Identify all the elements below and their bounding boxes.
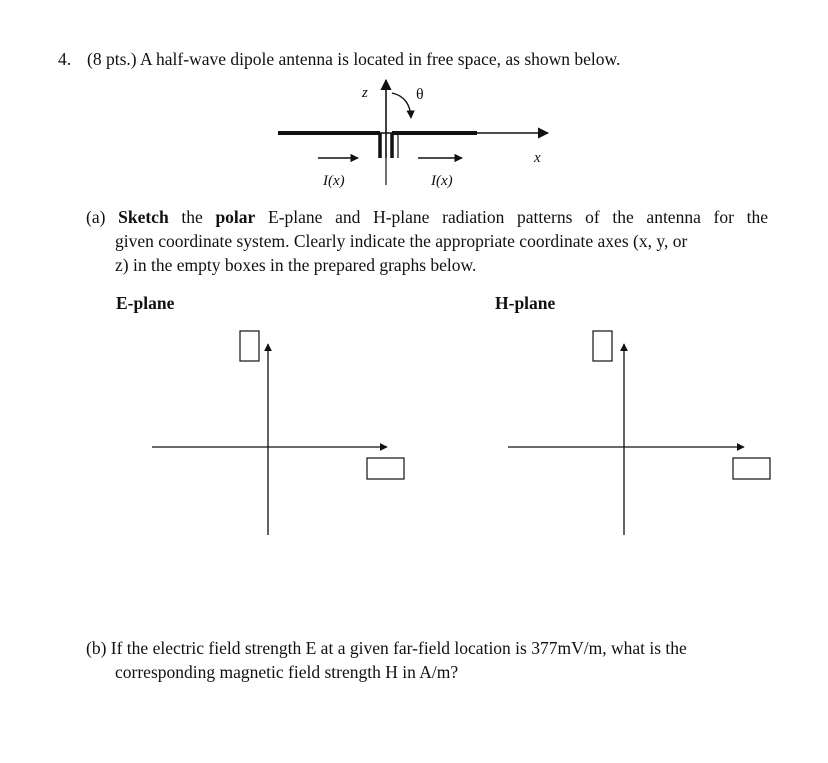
theta-label: θ [416, 86, 424, 103]
part-a-text-1: the [168, 207, 216, 227]
question-header: (8 pts.) A half-wave dipole antenna is located in free space, as shown below. [87, 49, 621, 69]
part-a-bold-sketch: Sketch [118, 207, 169, 227]
dipole-diagram [278, 80, 548, 189]
theta-arc [392, 93, 411, 118]
part-b-line-1: (b) If the electric field strength E at a given far-field location is 377mV/m, what is the [86, 638, 687, 658]
part-a-text [86, 205, 768, 277]
part-b-text [86, 636, 768, 684]
e-plane-vertical-axis-box[interactable] [240, 331, 259, 361]
part-a-line-2: given coordinate system. Clearly indicate the appropriate coordinate axes (x, y, or [115, 231, 688, 251]
h-plane-label: H-plane [495, 293, 556, 313]
part-a-line-3: z) in the empty boxes in the prepared graphs below. [115, 255, 477, 275]
e-plane-label: E-plane [116, 293, 175, 313]
h-plane-vertical-axis-box[interactable] [593, 331, 612, 361]
part-b-line-2: corresponding magnetic field strength H in A/m? [115, 662, 459, 682]
h-plane-graph [508, 331, 770, 535]
part-a-text-2: E-plane and H-plane radiation patterns of the antenna for the [255, 207, 768, 227]
e-plane-graph [152, 331, 404, 535]
part-a-prefix: (a) [86, 207, 106, 227]
e-plane-horizontal-axis-box[interactable] [367, 458, 404, 479]
current-label-right: I(x) [431, 173, 453, 189]
z-label: z [362, 85, 368, 101]
current-label-left: I(x) [323, 173, 345, 189]
h-plane-horizontal-axis-box[interactable] [733, 458, 770, 479]
question-number: 4. [58, 49, 72, 69]
part-a-bold-polar: polar [215, 207, 256, 227]
part-a-line-1 [86, 205, 768, 229]
x-label: x [534, 150, 541, 166]
